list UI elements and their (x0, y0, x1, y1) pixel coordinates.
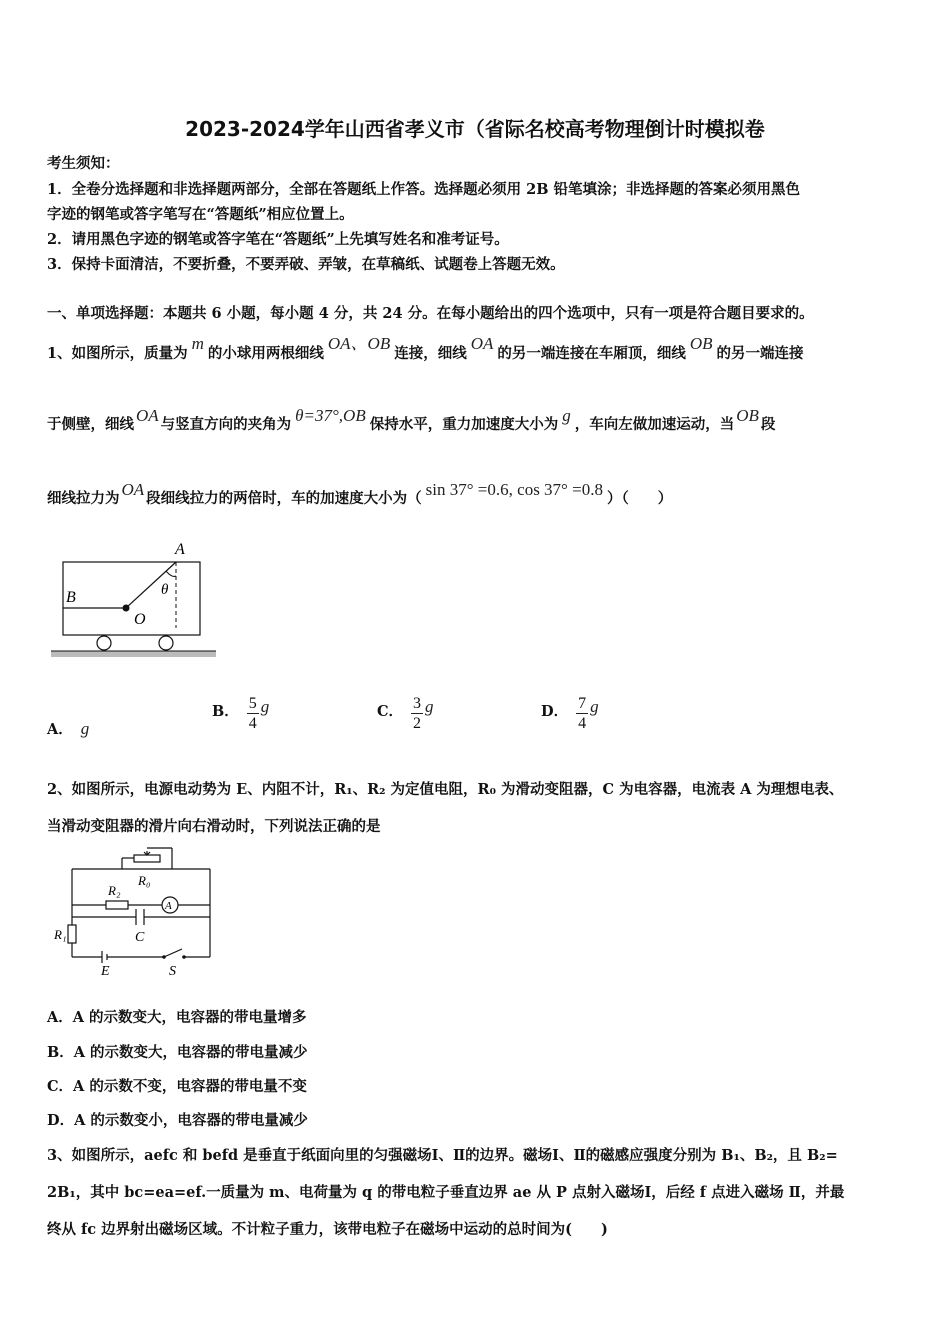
q1-math-m: m (191, 334, 204, 353)
q1-option-c-fraction (411, 694, 423, 733)
q1-option-a-label: A． (47, 721, 73, 738)
q1-option-c-g: g (425, 696, 434, 716)
q1-option-b[interactable] (212, 694, 269, 733)
fig1-label-A: A (175, 541, 185, 558)
q1-option-c-denominator: 2 (413, 715, 422, 732)
fig2-label-r1: R₁ (54, 927, 67, 942)
fig2-label-c: C (135, 930, 145, 945)
q3-line-1: 3、如图所示，aefc 和 befd 是垂直于纸面向里的匀强磁场Ⅰ、Ⅱ的边界。磁场Ⅰ、Ⅱ的磁感应强度分别为 B₁、B₂，且 B₂= (47, 1147, 838, 1164)
notice-line-1a: 1．全卷分选择题和非选择题两部分，全部在答题纸上作答。选择题必须用 2B 铅笔填涂；非选择题的答案必须用黑色 (47, 181, 801, 198)
q3-line-3: 终从 fc 边界射出磁场区域。不计粒子重力，该带电粒子在磁场中运动的总时间为( ) (47, 1221, 608, 1238)
notice-line-1b: 字迹的钢笔或答字笔写在“答题纸”相应位置上。 (47, 206, 354, 223)
q1-option-b-g: g (260, 696, 270, 716)
fig1-label-theta: θ (161, 582, 169, 598)
notice-line-3: 3．保持卡面清洁，不要折叠，不要弄破、弄皱，在草稿纸、试题卷上答题无效。 (47, 256, 565, 273)
q1-math-g: g (562, 406, 571, 425)
fig1-label-O: O (134, 611, 146, 628)
q1-text: 的小球用两根细线 (207, 345, 324, 362)
fig2-label-r0: R₀ (138, 873, 151, 888)
q1-text: 段 (760, 416, 776, 433)
q2-line-1: 2、如图所示，电源电动势为 E、内阻不计，R₁、R₂ 为定值电阻，R₀ 为滑动变阻器，C 为电容器，电流表 A 为理想电表、 (47, 781, 844, 798)
fig2-label-r2: R₂ (108, 883, 121, 898)
section-heading: 一、单项选择题：本题共 6 小题，每小题 4 分，共 24 分。在每小题给出的四个选项中，只有一项是符合题目要求的。 (47, 305, 814, 322)
q1-text: 1、如图所示，质量为 (47, 345, 188, 362)
q1-math-oa-ob: OA、OB (327, 334, 391, 353)
notice-line-2: 2．请用黑色字迹的钢笔或答字笔在“答题纸”上先填写姓名和准考证号。 (47, 231, 509, 248)
fig2-label-a: A (165, 900, 172, 912)
fig2-label-s: S (169, 964, 176, 978)
q1-text: 连接，细线 (394, 345, 467, 362)
q1-text: 段细线拉力的两倍时，车的加速度大小为（ (146, 490, 422, 507)
q1-option-a-value: g (80, 719, 90, 738)
fig1-label-B: B (66, 589, 76, 606)
q1-option-d-g: g (590, 696, 599, 716)
q2-option-d[interactable]: D．A 的示数变小，电容器的带电量减少 (47, 1112, 308, 1129)
q1-option-b-fraction (247, 694, 259, 733)
q1-option-c-numerator: 3 (413, 695, 422, 712)
q2-option-c[interactable]: C．A 的示数不变，电容器的带电量不变 (47, 1078, 307, 1095)
q1-math-oa: OA (136, 406, 159, 425)
q1-option-a[interactable] (47, 718, 89, 739)
q3-line-2: 2B₁，其中 bc=ea=ef.一质量为 m、电荷量为 q 的带电粒子垂直边界 ae 从 P 点射入磁场Ⅰ，后经 f 点进入磁场 Ⅱ，并最 (47, 1184, 845, 1201)
page-title: 2023-2024学年山西省孝义市（省际名校高考物理倒计时模拟卷 (185, 117, 765, 141)
q1-text: 的另一端连接在车厢顶，细线 (497, 345, 686, 362)
q1-option-c[interactable] (377, 694, 434, 733)
q1-option-c-label: C． (377, 702, 404, 720)
q1-line-1 (47, 334, 804, 363)
q1-text: ）（ ） (606, 490, 673, 507)
q1-text: 的另一端连接 (716, 345, 804, 362)
q1-text: ，车向左做加速运动，当 (574, 416, 735, 433)
q1-math-oa: OA (121, 480, 145, 499)
q1-option-b-denominator: 4 (248, 715, 257, 732)
q1-option-d-numerator: 7 (578, 695, 587, 712)
notice-heading: 考生须知： (47, 155, 120, 172)
q1-text: 于侧壁，细线 (47, 416, 134, 433)
q1-option-b-label: B． (212, 702, 239, 720)
q1-text: 与竖直方向的夹角为 (160, 416, 292, 433)
q2-option-b[interactable]: B．A 的示数变大，电容器的带电量减少 (47, 1044, 308, 1061)
q1-math-ob: OB (736, 406, 759, 425)
fig2-label-e: E (101, 964, 110, 978)
q2-line-2: 当滑动变阻器的滑片向右滑动时，下列说法正确的是 (47, 818, 381, 835)
q1-line-2 (47, 406, 776, 434)
q1-math-theta: θ=37°,OB (295, 406, 366, 425)
q1-text: 保持水平，重力加速度大小为 (369, 416, 559, 433)
q1-line-3 (47, 480, 673, 508)
q1-math-oa: OA (470, 334, 494, 353)
q1-text: 细线拉力为 (47, 490, 120, 507)
q1-option-d-label: D． (541, 702, 569, 720)
q1-math-ob: OB (689, 334, 713, 353)
q1-option-b-numerator: 5 (248, 695, 257, 712)
q1-option-d[interactable] (541, 694, 599, 733)
q1-math-trig: sin 37° =0.6, cos 37° =0.8 (425, 480, 603, 499)
q2-option-a[interactable]: A．A 的示数变大，电容器的带电量增多 (47, 1009, 307, 1026)
q1-option-d-fraction (576, 694, 588, 733)
q1-cart-figure (48, 538, 228, 666)
q1-option-d-denominator: 4 (578, 715, 587, 732)
q2-circuit-figure (52, 843, 217, 978)
